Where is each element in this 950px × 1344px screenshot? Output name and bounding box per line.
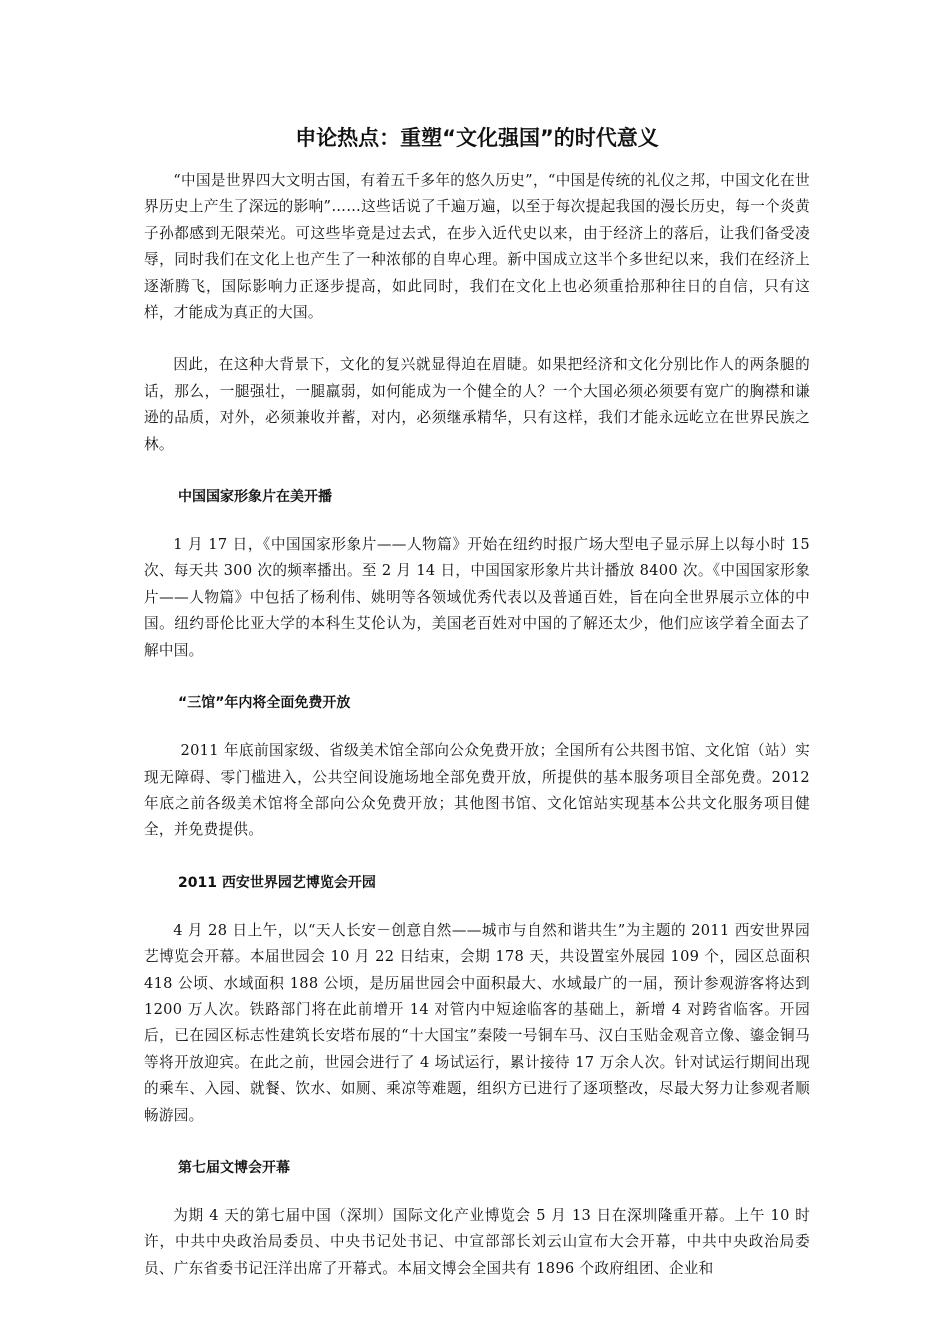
paragraph-2: 因此，在这种大背景下，文化的复兴就显得迫在眉睫。如果把经济和文化分别比作人的两条腿的话，那么，一腿强壮，一腿羸弱，如何能成为一个健全的人？一个大国必须必须要有宽广的胸襟和谦逊的品质，对外，必须兼收并蓄，对内，必须继承精华，只有这样，我们才能永远屹立在世界民族之林。 [144,356,810,453]
section-heading-culture-fair: 第七届文博会开幕 [178,1159,290,1176]
section-heading-national-image-film: 中国国家形象片在美开播 [178,489,332,506]
paragraph-xian-expo: 4 月 28 日上午，以“天人长安－创意自然——城市与自然和谐共生”为主题的 2011 西安世界园艺博览会开幕。本届世园会 10 月 22 日结束，会期 178 天，共设置室外展园 109 个，园区总面积 418 公顷、水域面积 188 公顷，是历届世园会中面积最大、水域最广的一届，预计参观游客将达到 1200 万人次。铁路部门将在此前增开 14 对管内中短途临客的基础上，新增 4 对跨省临客。开园后，已在园区标志性建筑长安塔布展的“十大国宝”秦陵一号铜车马、汉白玉贴金观音立像、鎏金铜马等将开放迎宾。在此之前，世园会进行了 4 场试运行，累计接待 17 万余人次。针对试运行期间出现的乘车、入园、就餐、饮水、如厕、乘凉等难题，组织方已进行了逐项整改，尽最大努力让参观者顺畅游园。 [144,921,810,1124]
section-heading-xian-expo: 2011 西安世界园艺博览会开园 [178,874,376,891]
paragraph-national-image-film: 1 月 17 日，《中国国家形象片——人物篇》开始在纽约时报广场大型电子显示屏上以每小时 15 次、每天共 300 次的频率播出。至 2 月 14 日，中国国家形象片共计播放 8400 次。《中国国家形象片——人物篇》中包括了杨利伟、姚明等各领域优秀代表以及普通百姓，旨在向全世界展示立体的中国。纽约哥伦比亚大学的本科生艾伦认为，美国老百姓对中国的了解还太少，他们应该学着全面去了解中国。 [144,536,810,659]
document-page [144,122,810,1308]
section-heading-three-venues: “三馆”年内将全面免费开放 [178,695,351,712]
paragraph-culture-fair: 为期 4 天的第七届中国（深圳）国际文化产业博览会 5 月 13 日在深圳隆重开幕。上午 10 时许，中共中央政治局委员、中央书记处书记、中宣部部长刘云山宣布大会开幕，中共中央政治局委员、广东省委书记汪洋出席了开幕式。本届文博会全国共有 1896 个政府组团、企业和 [144,1206,810,1277]
intro-paragraph: “中国是世界四大文明古国，有着五千多年的悠久历史”，“中国是传统的礼仪之邦，中国文化在世界历史上产生了深远的影响”……这些话说了千遍万遍，以至于每次提起我国的漫长历史，每一个炎黄子孙都感到无限荣光。可这些毕竟是过去式，在步入近代史以来，由于经济上的落后，让我们备受凌辱，同时我们在文化上也产生了一种浓郁的自卑心理。新中国成立这半个多世纪以来，我们在经济上逐渐腾飞，国际影响力正逐步提高，如此同时，我们在文化上也必须重拾那种往日的自信，只有这样，才能成为真正的大国。 [144,172,810,322]
document-title: 申论热点：重塑“文化强国”的时代意义 [295,126,659,150]
paragraph-three-venues: 2011 年底前国家级、省级美术馆全部向公众免费开放；全国所有公共图书馆、文化馆（站）实现无障碍、零门槛进入，公共空间设施场地全部免费开放，所提供的基本服务项目全部免费。2012 年底之前各级美术馆将全部向公众免费开放；其他图书馆、文化馆站实现基本公共文化服务项目健全，并免费提供。 [144,742,810,839]
